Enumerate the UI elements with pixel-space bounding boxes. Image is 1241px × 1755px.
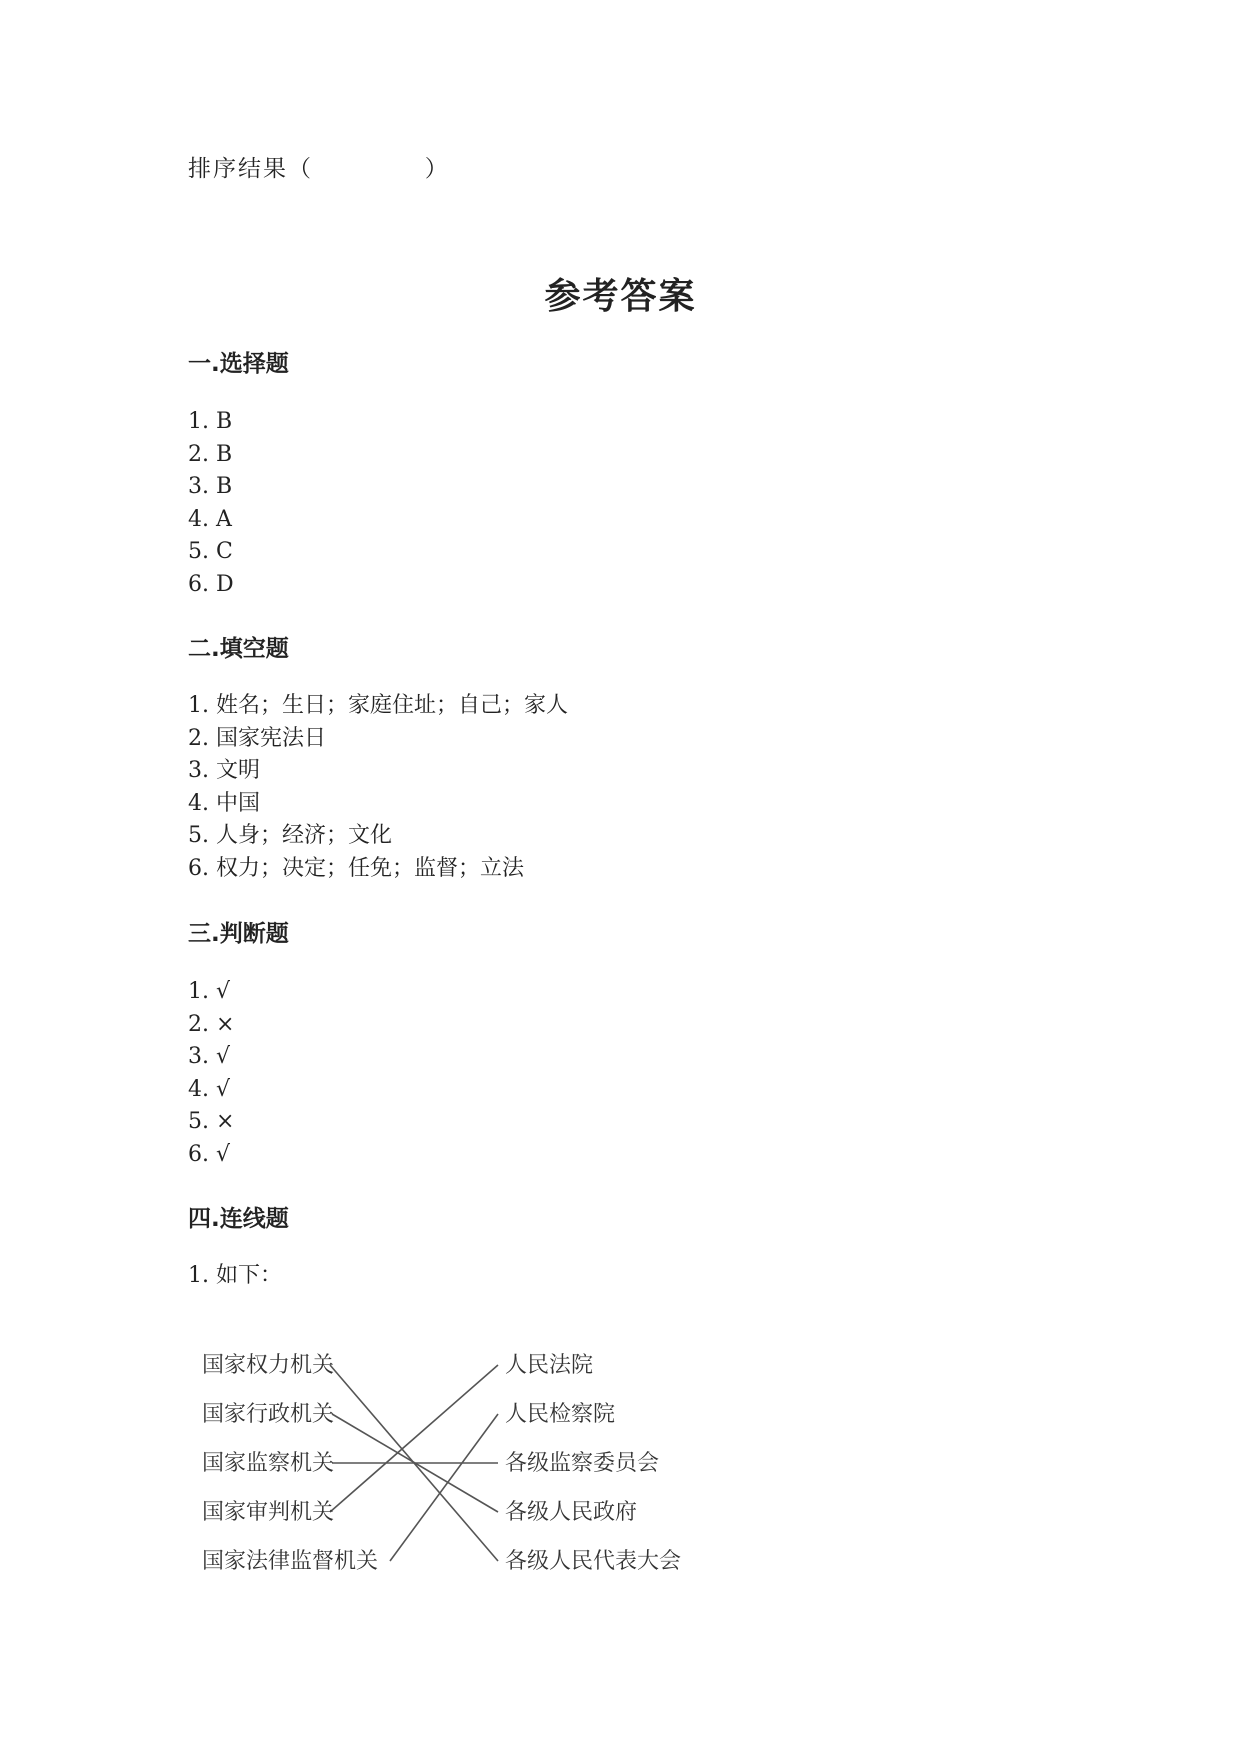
list-item: 2. B: [188, 441, 233, 467]
true-false-answer-list: [188, 976, 234, 1171]
right-label-4: 各级人民政府: [505, 1500, 638, 1525]
list-item: 5. ×: [188, 1109, 235, 1134]
right-label-5: 各级人民代表大会: [505, 1549, 682, 1574]
left-label-3: 国家监察机关: [202, 1451, 335, 1476]
right-label-1: 人民法院: [505, 1353, 594, 1378]
list-item: 3. B: [188, 474, 233, 499]
matching-lines: [330, 1365, 498, 1561]
list-item: 2. ×: [188, 1011, 235, 1037]
list-item: 5. 人身；经济；文化: [188, 823, 392, 848]
section-title-fill-blank: 二.填空题: [188, 636, 289, 662]
matching-answer-list: [188, 1260, 282, 1293]
section-title-choice: 一.选择题: [188, 351, 289, 377]
list-item: 3. 文明: [188, 758, 260, 783]
list-item: 1. 如下：: [188, 1263, 282, 1288]
list-item: 6. D: [188, 571, 234, 597]
left-label-5: 国家法律监督机关: [202, 1549, 379, 1574]
list-item: 4. √: [188, 1076, 231, 1102]
left-label-2: 国家行政机关: [202, 1402, 335, 1427]
list-item: 1. √: [188, 979, 231, 1004]
section-title-matching: 四.连线题: [188, 1206, 289, 1232]
sort-result-line: 排序结果（ ）: [188, 156, 450, 182]
matching-diagram: [190, 1335, 710, 1595]
list-item: 3. √: [188, 1044, 231, 1069]
list-item: 4. 中国: [188, 790, 260, 816]
fill-blank-answer-list: [188, 690, 568, 885]
right-label-2: 人民检察院: [505, 1402, 616, 1427]
choice-answer-list: [188, 406, 234, 601]
matching-svg: [190, 1335, 710, 1595]
list-item: 6. √: [188, 1141, 231, 1167]
list-item: 6. 权力；决定；任免；监督；立法: [188, 855, 524, 881]
connection-line: [390, 1414, 498, 1561]
list-item: 4. A: [188, 506, 232, 532]
connection-line: [330, 1365, 498, 1512]
right-label-3: 各级监察委员会: [505, 1451, 660, 1476]
list-item: 1. 姓名；生日；家庭住址；自己；家人: [188, 693, 568, 718]
section-title-true-false: 三.判断题: [188, 921, 289, 947]
list-item: 2. 国家宪法日: [188, 725, 326, 751]
left-label-4: 国家审判机关: [202, 1500, 335, 1525]
list-item: 5. C: [188, 539, 233, 564]
list-item: 1. B: [188, 409, 233, 434]
left-label-1: 国家权力机关: [202, 1353, 335, 1378]
answer-title: 参考答案: [544, 276, 697, 317]
